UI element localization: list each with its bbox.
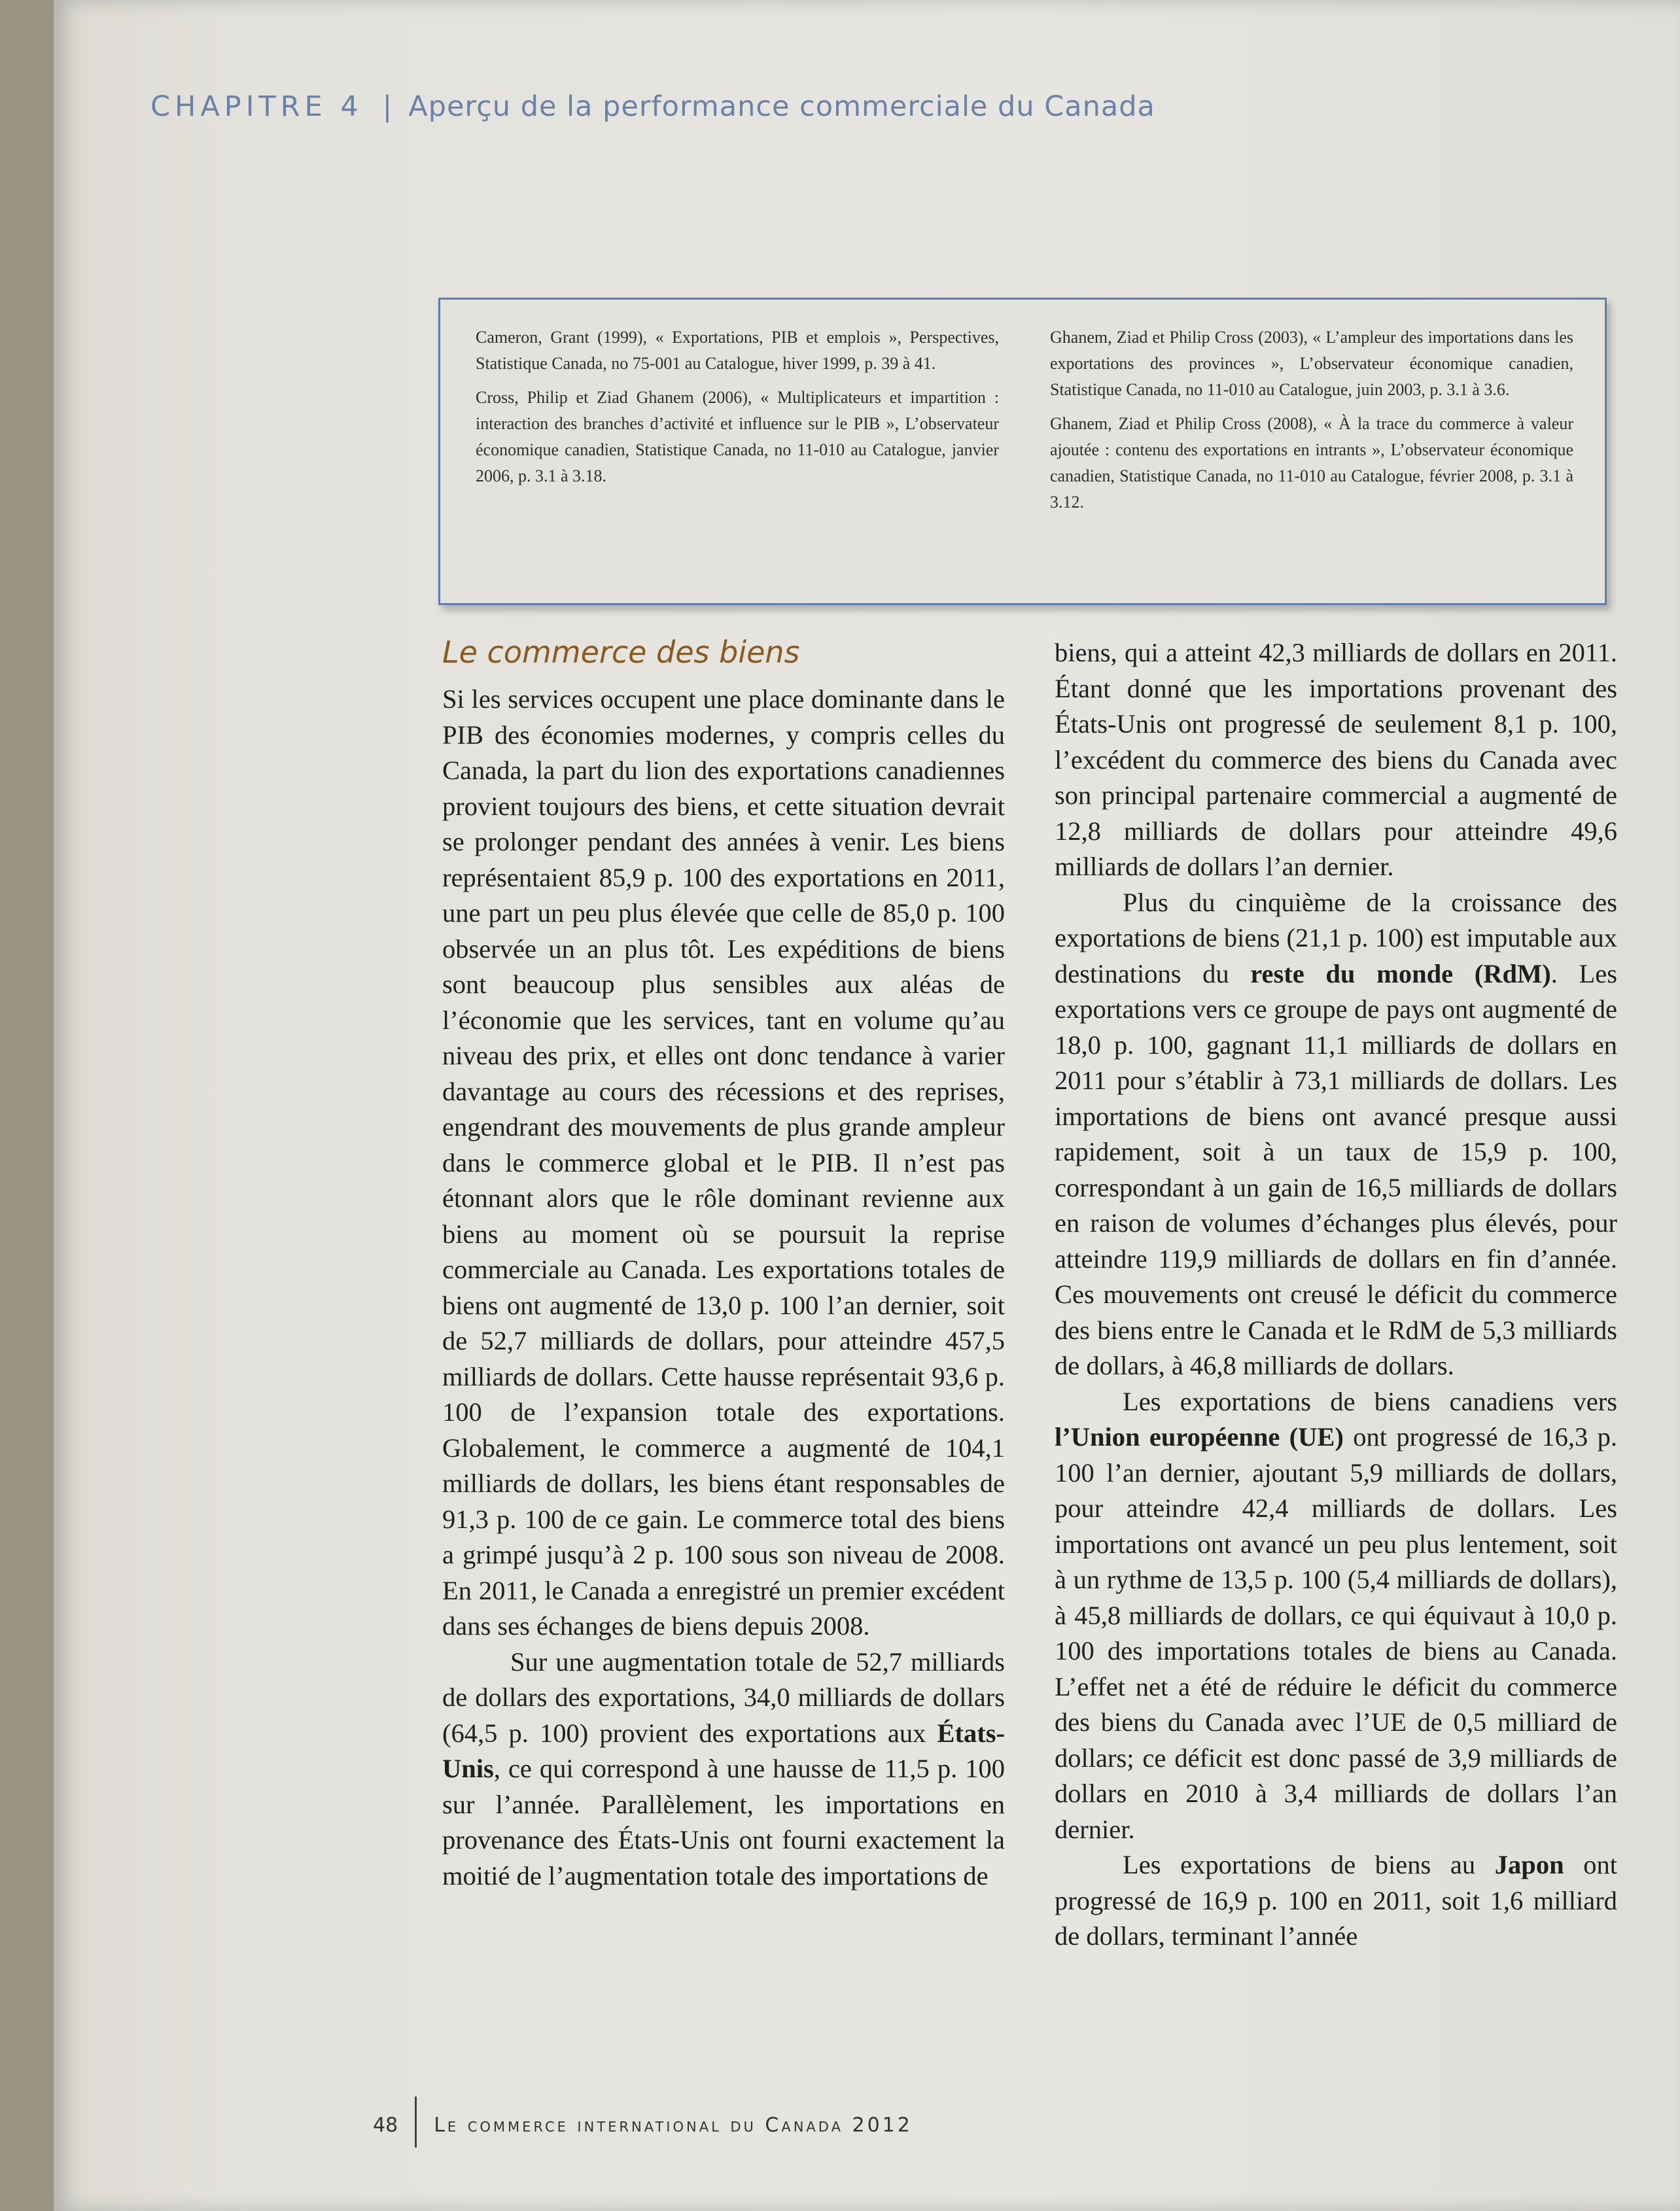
references-right-column	[1050, 324, 1573, 523]
paragraph-text: ont progressé de 16,9 p. 100 en 2011, soit 1,6 milliard de dollars, terminant l’année	[1055, 1850, 1617, 1951]
chapter-header	[150, 90, 1155, 123]
paragraph-text: Plus du cinquième de la croissance des exportations de biens (21,1 p. 100) est imputable aux destinations du	[1055, 887, 1617, 988]
paragraph-text: Sur une augmentation totale de 52,7 milliards de dollars des exportations, 34,0 milliards de dollars (64,5 p. 100) provient des exportations aux	[442, 1646, 1005, 1748]
chapter-title: Aperçu de la performance commerciale du Canada	[408, 90, 1155, 123]
section-heading: Le commerce des biens	[442, 635, 800, 670]
body-left-column	[442, 682, 1005, 1894]
paragraph-text: Les exportations de biens au	[1123, 1850, 1495, 1879]
body-paragraph	[442, 1645, 1005, 1894]
header-separator: |	[382, 90, 393, 123]
reference-item: Cross, Philip et Ziad Ghanem (2006), « Multiplicateurs et impartition : interaction des branches d’activité et influence sur le PIB », L’observateur économique canadien, Statistique Canada, no 11-010 au Catalogue, janvier 2006, p. 3.1 à 3.18.	[476, 388, 999, 485]
references-box	[438, 298, 1607, 605]
bold-term-rest-of-world: reste du monde (RdM)	[1250, 958, 1551, 988]
paragraph-text: , ce qui correspond à une hausse de 11,5 p. 100 sur l’année. Parallèlement, les importations en provenance des États-Unis ont fourni exactement la moitié de l’augmentation totale des importations de	[442, 1754, 1005, 1890]
bold-term-united-states: États-Unis	[442, 1718, 1005, 1783]
reference-item: Ghanem, Ziad et Philip Cross (2003), « L’ampleur des importations dans les exportations des provinces », L’observateur économique canadien, Statistique Canada, no 11-010 au Catalogue, juin 2003, p. 3.1 à 3.6.	[1050, 328, 1573, 399]
reference-item: Ghanem, Ziad et Philip Cross (2008), « À la trace du commerce à valeur ajoutée : contenu des exportations en intrants », L’observateur économique canadien, Statistique Canada, no 11-010 au Catalogue, février 2008, p. 3.1 à 3.12.	[1050, 414, 1573, 512]
body-paragraph	[1055, 885, 1617, 1384]
paragraph-text: Les exportations de biens canadiens vers	[1123, 1386, 1617, 1416]
paragraph-text: ont progressé de 16,3 p. 100 l’an dernier, ajoutant 5,9 milliards de dollars, pour atteindre 42,4 milliards de dollars. Les importations ont avancé un peu plus lentement, soit à un rythme de 13,5 p. 100 (5,4 milliards de dollars), à 45,8 milliards de dollars, ce qui équivaut à 10,0 p. 100 des importations totales de biens au Canada. L’effet net a été de réduire le déficit du commerce des biens du Canada avec l’UE de 0,5 milliard de dollars; ce déficit est donc passé de 3,9 milliards de dollars en 2010 à 3,4 milliards de dollars l’an dernier.	[1055, 1422, 1617, 1844]
references-left-column	[476, 324, 999, 497]
body-paragraph	[1055, 1847, 1617, 1955]
footer-divider	[415, 2097, 417, 2148]
document-page	[54, 0, 1680, 2211]
body-paragraph: biens, qui a atteint 42,3 milliards de dollars en 2011. Étant donné que les importations provenant des États-Unis ont progressé de seulement 8,1 p. 100, l’excédent du commerce des biens du Canada avec son principal partenaire commercial a augmenté de 12,8 milliards de dollars pour atteindre 49,6 milliards de dollars l’an dernier.	[1055, 638, 1617, 881]
bold-term-european-union: l’Union européenne (UE)	[1055, 1422, 1344, 1452]
body-right-column	[1055, 635, 1617, 1955]
body-paragraph	[1055, 1384, 1617, 1848]
bold-term-japan: Japon	[1494, 1850, 1564, 1879]
reference-item: Cameron, Grant (1999), « Exportations, PIB et emplois », Perspectives, Statistique Canada, no 75-001 au Catalogue, hiver 1999, p. 39 à 41.	[476, 328, 999, 373]
body-paragraph: Si les services occupent une place dominante dans le PIB des économies modernes, y compris celles du Canada, la part du lion des exportations canadiennes provient toujours des biens, et cette situation devrait se prolonger pendant des années à venir. Les biens représentaient 85,9 p. 100 des exportations en 2011, une part un peu plus élevée que celle de 85,0 p. 100 observée un an plus tôt. Les expéditions de biens sont beaucoup plus sensibles aux aléas de l’économie que les services, tant en volume qu’au niveau des prix, et elles ont donc tendance à varier davantage au cours des récessions et des reprises, engendrant des mouvements de plus grande ampleur dans le commerce global et le PIB. Il n’est pas étonnant alors que le rôle dominant revienne aux biens au moment où se poursuit la reprise commerciale au Canada. Les exportations totales de biens ont augmenté de 13,0 p. 100 l’an dernier, soit de 52,7 milliards de dollars, pour atteindre 457,5 milliards de dollars. Cette hausse représentait 93,6 p. 100 de l’expansion totale des exportations. Globalement, le commerce a augmenté de 104,1 milliards de dollars, les biens étant responsables de 91,3 p. 100 de ce gain. Le commerce total des biens a grimpé jusqu’à 2 p. 100 sous son niveau de 2008. En 2011, le Canada a enregistré un premier excédent dans ses échanges de biens depuis 2008.	[442, 684, 1005, 1641]
chapter-label: CHAPITRE 4	[150, 90, 363, 123]
page-footer	[373, 2110, 913, 2148]
page-number: 48	[373, 2114, 398, 2137]
publication-title: Le commerce international du Canada 2012	[434, 2114, 913, 2137]
paragraph-text: . Les exportations vers ce groupe de pays ont augmenté de 18,0 p. 100, gagnant 11,1 milliards de dollars en 2011 pour s’établir à 73,1 milliards de dollars. Les importations de biens ont avancé presque aussi rapidement, soit à un taux de 15,9 p. 100, correspondant à un gain de 16,5 milliards de dollars en raison de volumes d’échanges plus élevés, pour atteindre 119,9 milliards de dollars en fin d’année. Ces mouvements ont creusé le déficit du commerce des biens entre le Canada et le RdM de 5,3 milliards de dollars, à 46,8 milliards de dollars.	[1055, 958, 1617, 1380]
